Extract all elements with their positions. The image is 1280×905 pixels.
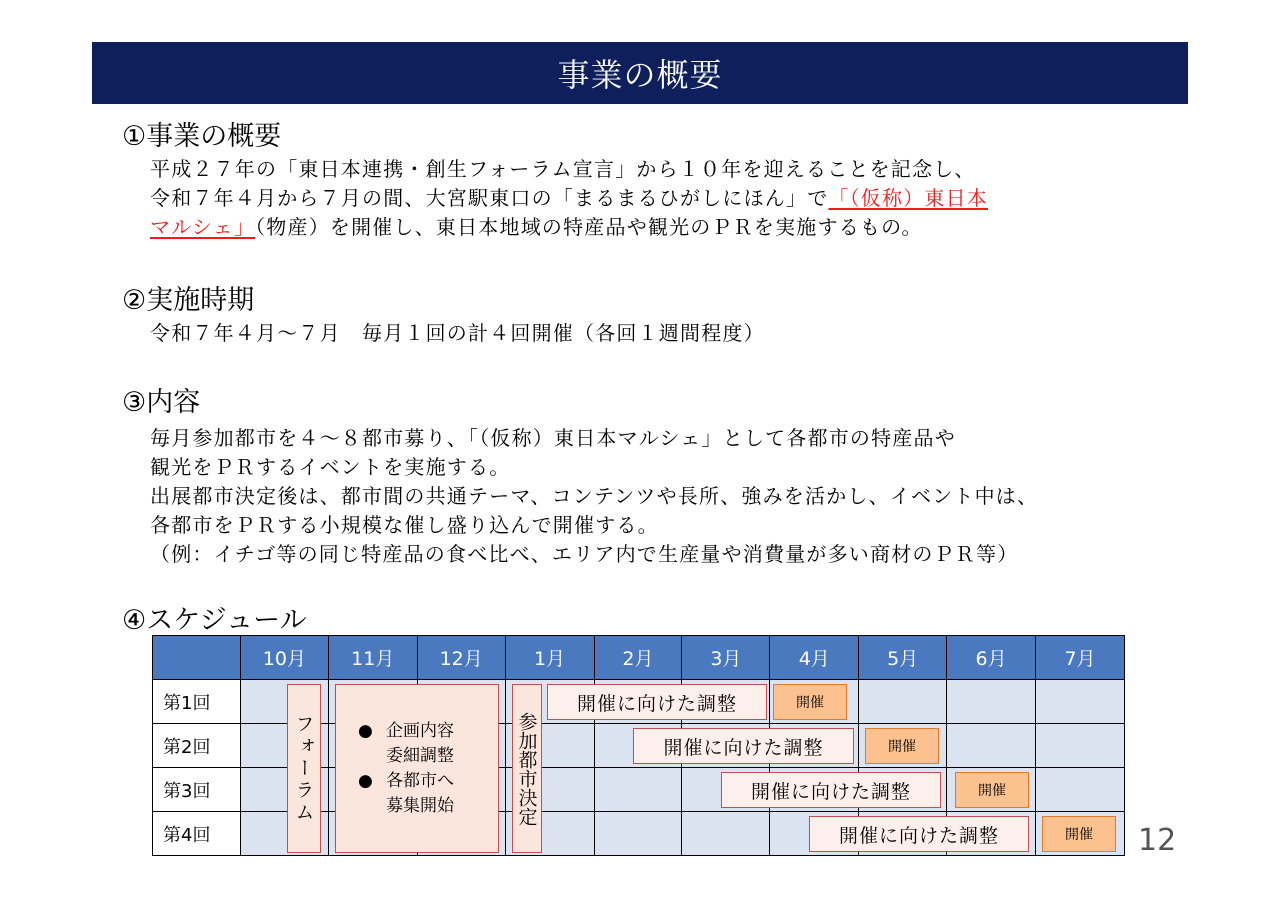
month-header: 12月	[417, 636, 505, 680]
month-header: 1月	[505, 636, 594, 680]
overview-line-1: 平成２７年の「東日本連携・創生フォーラム宣言」から１０年を迎えることを記念し、	[150, 157, 976, 181]
month-header: 7月	[1036, 636, 1125, 680]
content-line: 毎月参加都市を４～８都市募り、「（仮称）東日本マルシェ」として各都市の特産品や	[150, 426, 956, 450]
round-label: 第1回	[153, 680, 241, 724]
planning-item-text: 各都市へ 募集開始	[386, 771, 454, 816]
month-header: 10月	[240, 636, 328, 680]
event-box-round-1: 開催	[773, 684, 847, 720]
page-number: 12	[1138, 823, 1177, 858]
forum-box	[287, 684, 321, 853]
planning-list	[336, 719, 498, 819]
planning-box	[335, 684, 499, 853]
round-label: 第3回	[153, 768, 241, 812]
month-header: 3月	[682, 636, 770, 680]
month-header: 2月	[594, 636, 682, 680]
overview-line-3	[150, 213, 988, 242]
schedule-heading: ④スケジュール	[122, 605, 307, 636]
period-heading: ②実施時期	[122, 285, 255, 316]
adjust-bar-round-4: 開催に向けた調整	[809, 816, 1029, 852]
content-line: 出展都市決定後は、都市間の共通テーマ、コンテンツや長所、強みを活かし、イベント中は、	[150, 484, 1039, 508]
adjust-bar-round-2: 開催に向けた調整	[633, 728, 854, 764]
overview-line-2	[150, 184, 988, 213]
forum-label: フォーラム	[292, 713, 315, 824]
month-header: 4月	[770, 636, 859, 680]
planning-item	[336, 769, 498, 819]
adjust-bar-round-1: 開催に向けた調整	[547, 684, 767, 720]
bullet-icon: ●	[358, 721, 373, 741]
overview-text	[150, 155, 988, 242]
period-text: 令和７年４月～７月 毎月１回の計４回開催（各回１週間程度）	[150, 321, 765, 345]
page-title: 事業の概要	[557, 56, 723, 94]
content-line: 各都市をＰＲする小規模な催し盛り込んで開催する。	[150, 513, 659, 537]
round-label: 第4回	[153, 812, 241, 856]
overview-line-3-text: （物産）を開催し、東日本地域の特産品や観光のＰＲを実施するもの。	[255, 215, 923, 239]
overview-highlight-2: マルシェ」	[150, 215, 256, 239]
overview-highlight-1: 「（仮称）東日本	[828, 186, 989, 210]
content-line: （例：イチゴ等の同じ特産品の食べ比べ、エリア内で生産量や消費量が多い商材のＰＲ等）	[150, 542, 1019, 566]
month-header: 11月	[328, 636, 417, 680]
overview-heading: ①事業の概要	[122, 121, 282, 152]
planning-item-text: 企画内容 委細調整	[386, 721, 454, 766]
content-text	[150, 424, 1038, 569]
city-decision-box	[512, 684, 542, 853]
corner-cell	[153, 636, 241, 680]
adjust-bar-round-3: 開催に向けた調整	[721, 772, 941, 808]
round-label: 第2回	[153, 724, 241, 768]
city-decision-label: 参加都市決定	[515, 711, 538, 826]
page-title-bar	[92, 42, 1188, 104]
planning-item	[336, 719, 498, 769]
schedule-table	[152, 635, 1125, 858]
month-header: 6月	[947, 636, 1036, 680]
month-header: 5月	[859, 636, 947, 680]
event-box-round-2: 開催	[865, 728, 939, 764]
schedule-header-row	[153, 636, 1125, 680]
content-line: 観光をＰＲするイベントを実施する。	[150, 455, 511, 479]
overview-line-2-text: 令和７年４月から７月の間、大宮駅東口の「まるまるひがしにほん」で	[150, 186, 829, 210]
bullet-icon: ●	[358, 771, 373, 791]
event-box-round-4: 開催	[1042, 816, 1116, 852]
content-heading: ③内容	[122, 387, 201, 418]
event-box-round-3: 開催	[955, 772, 1029, 808]
